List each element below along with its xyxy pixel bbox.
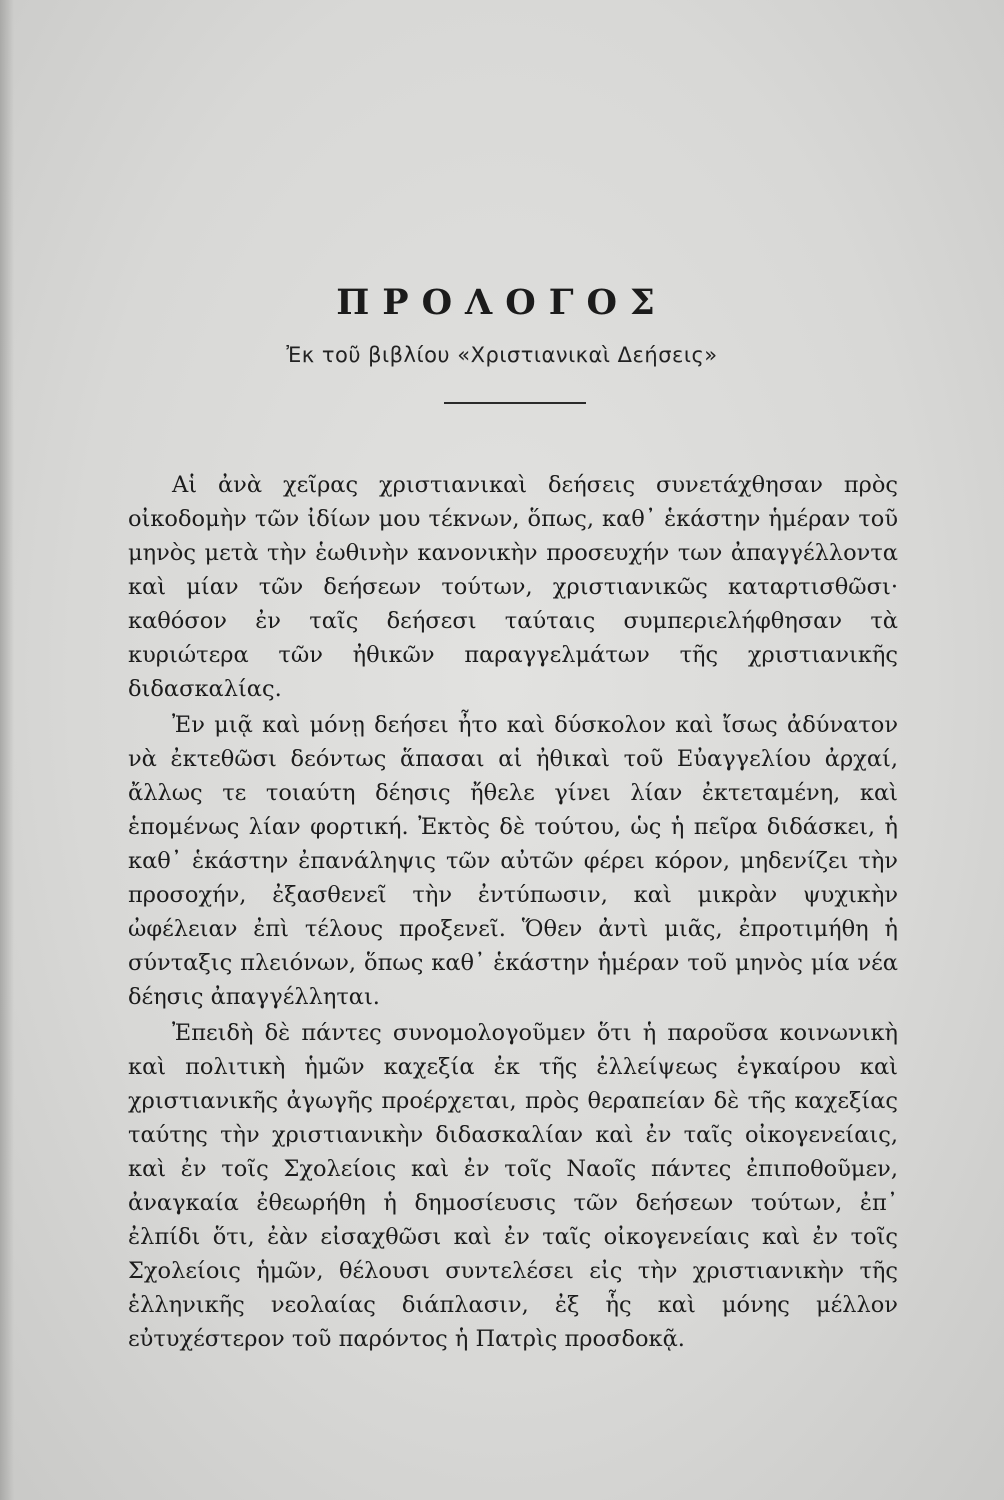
title-divider: [444, 402, 586, 404]
paragraph-2: Ἐν μιᾷ καὶ μόνῃ δεήσει ἦτο καὶ δύσκολον καὶ ἴσως ἀδύνατον νὰ ἐκτεθῶσι δεόντως ἅπασαι αἱ ἠθικαὶ τοῦ Εὐαγγελίου ἀρχαί, ἄλλως τε τοιαύτη δέησις ἤθελε γίνει λίαν ἐκτεταμένη, καὶ ἑπομένως λίαν φορτική. Ἐκτὸς δὲ τούτου, ὡς ἡ πεῖρα διδάσκει, ἡ καθ᾽ ἑκάστην ἐπανάληψις τῶν αὐτῶν φέρει κόρον, μηδενίζει τὴν προσοχήν, ἐξασθενεῖ τὴν ἐντύπωσιν, καὶ μικρὰν ψυχικὴν ὠφέλειαν ἐπὶ τέλους προξενεῖ. Ὅθεν ἀντὶ μιᾶς, ἐπροτιμήθη ἡ σύνταξις πλειόνων, ὅπως καθ᾽ ἑκάστην ἡμέραν τοῦ μηνὸς μία νέα δέησις ἀπαγγέλληται.: [128, 712, 898, 1010]
paragraph-3: Ἐπειδὴ δὲ πάντες συνομολογοῦμεν ὅτι ἡ παροῦσα κοινωνικὴ καὶ πολιτικὴ ἡμῶν καχεξία ἐκ τῆς ἐλλείψεως ἐγκαίρου καὶ χριστιανικῆς ἀγωγῆς προέρχεται, πρὸς θεραπείαν δὲ τῆς καχεξίας ταύτης τὴν χριστιανικὴν διδασκαλίαν καὶ ἐν ταῖς οἰκογενείαις, καὶ ἐν τοῖς Σχολείοις καὶ ἐν τοῖς Ναοῖς πάντες ἐπιποθοῦμεν, ἀναγκαία ἐθεωρήθη ἡ δημοσίευσις τῶν δεήσεων τούτων, ἐπ᾽ ἐλπίδι ὅτι, ἐὰν εἰσαχθῶσι καὶ ἐν ταῖς οἰκογενείαις καὶ ἐν τοῖς Σχολείοις ἡμῶν, θέλουσι συντελέσει εἰς τὴν χριστιανικὴν τῆς ἑλληνικῆς νεολαίας διάπλασιν, ἐξ ἧς καὶ μόνης μέλλον εὐτυχέστερον τοῦ παρόντος ἡ Πατρὶς προσδοκᾷ.: [128, 1020, 898, 1352]
spine-shadow: [0, 0, 14, 1500]
page-title: ΠΡΟΛΟΓΟΣ: [336, 282, 668, 323]
paragraph-1: Αἱ ἀνὰ χεῖρας χριστιανικαὶ δεήσεις συνετάχθησαν πρὸς οἰκοδομὴν τῶν ἰδίων μου τέκνων, ὅπως, καθ᾽ ἑκάστην ἡμέραν τοῦ μηνὸς μετὰ τὴν ἑωθινὴν κανονικὴν προσευχήν των ἀπαγγέλλοντα καὶ μίαν τῶν δεήσεων τούτων, χριστιανικῶς καταρτισθῶσι· καθόσον ἐν ταῖς δεήσεσι ταύταις συμπεριελήφθησαν τὰ κυριώτερα τῶν ἠθικῶν παραγγελμάτων τῆς χριστιανικῆς διδασκαλίας.: [128, 472, 898, 702]
page-subtitle: Ἐκ τοῦ βιβλίου «Χριστιανικαὶ Δεήσεις»: [286, 343, 718, 367]
preface-body: [128, 468, 898, 1356]
